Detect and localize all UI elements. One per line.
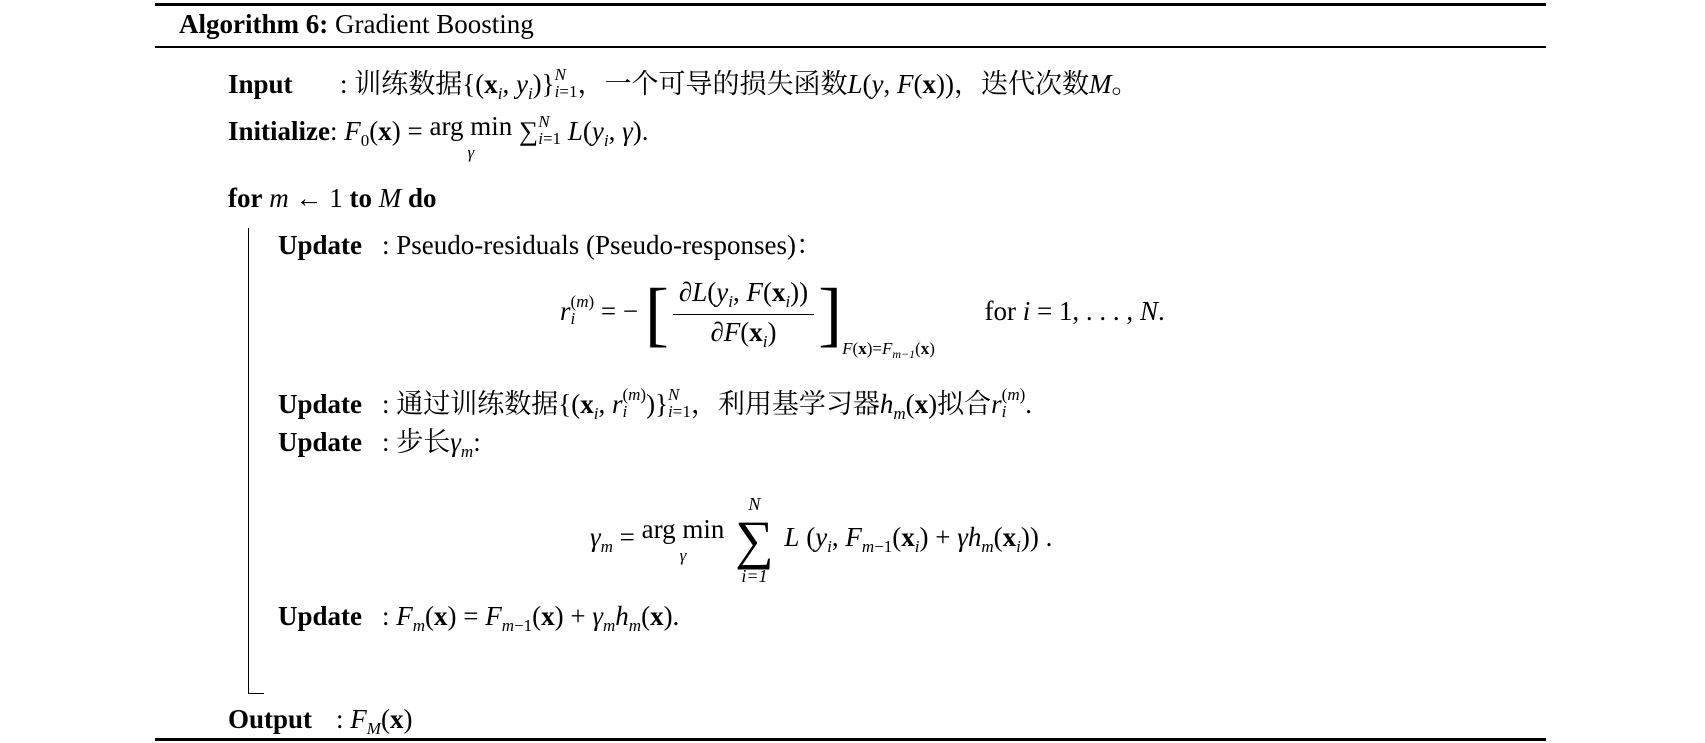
residual-for-word: for: [984, 296, 1016, 327]
loop-bracket-foot: [248, 693, 264, 694]
update-3-line: Update : 步长$\gamma_m$:: [278, 427, 481, 461]
output-line: Output : $F_M(x)$: [228, 704, 413, 738]
initialize-keyword: Initialize: [228, 116, 330, 146]
output-sep: :: [336, 704, 344, 734]
input-text-3: ，迭代次数: [953, 69, 1089, 99]
update-1-text: Pseudo-residuals (Pseudo-responses)：: [396, 230, 823, 260]
top-rule: [155, 3, 1546, 6]
update-3-sep: :: [382, 427, 390, 457]
update-1-keyword: Update: [278, 230, 363, 260]
update-2-sep: :: [382, 389, 390, 419]
input-keyword: Input: [228, 69, 293, 99]
input-line: Input : 训练数据{($x_i$, $y_i$)} N i=1 ，一个可导的损失函数L(y, F(x))，迭代次数M。: [228, 65, 1139, 103]
algorithm-title: Gradient Boosting: [334, 9, 534, 39]
update-2-text-1: 通过训练数据: [396, 389, 559, 419]
update-2-line: Update : 通过训练数据{($x_i$, r (m) i )} N i=1 ，利用基学习器$h_m(x)$拟合r (m) i .: [278, 385, 1033, 423]
input-text-4: 。: [1111, 69, 1139, 99]
update-2-text-2: ，利用基学习器: [690, 389, 880, 419]
algorithm-label: Algorithm 6:: [179, 9, 329, 39]
initialize-sep: :: [330, 116, 338, 146]
update-4-sep: :: [382, 601, 390, 631]
input-text-2: ，一个可导的损失函数: [577, 69, 848, 99]
update-1-sep: :: [382, 230, 390, 260]
input-text-1: 训练数据: [354, 69, 463, 99]
step-equation: $\gamma_m$ = arg min γ N ∑ i=1 L ($y_i$, $F_{m-1}(x_i) + \gamma h_m(x_i)$) .: [590, 494, 1053, 586]
initialize-line: Initialize: $F_0(x)$ = arg min γ ∑ N i=1 $L(y_i$, γ).: [228, 111, 649, 162]
update-2-keyword: Update: [278, 389, 363, 419]
input-sep: :: [340, 69, 348, 99]
for-line: for m ← 1 to M do: [228, 183, 437, 213]
for-keyword: for: [228, 183, 263, 213]
update-3-text: 步长: [396, 427, 451, 457]
caption-rule: [155, 46, 1546, 48]
algorithm-caption: [179, 11, 534, 38]
residual-equation: r (m) i = − [ $\frac{\partial L(y_i, F(x_i))}{\partial F(x_i)}$ ]$_{F(x)=Fm-1(x)}$ for i = 1, . . . , N.: [560, 274, 1165, 362]
update-1-line: [278, 232, 823, 259]
update-3-keyword: Update: [278, 427, 363, 457]
output-keyword: Output: [228, 704, 313, 734]
update-4-keyword: Update: [278, 601, 363, 631]
to-keyword: to: [349, 183, 372, 213]
do-keyword: do: [407, 183, 437, 213]
loop-bracket: [248, 228, 249, 694]
update-4-line: Update : $F_m(x) = F_{m-1}(x) + \gamma_mh_m(x)$.: [278, 601, 680, 635]
bottom-rule: [155, 738, 1546, 741]
update-2-text-3: 拟合: [937, 389, 992, 419]
